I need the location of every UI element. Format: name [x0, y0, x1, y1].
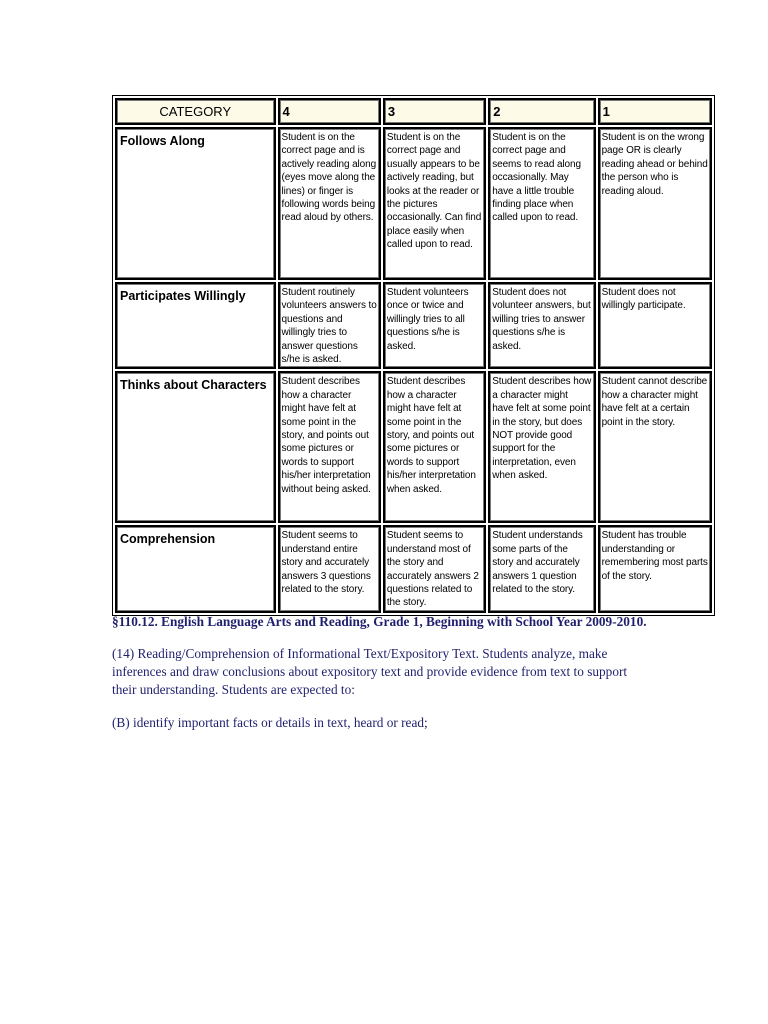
descriptor-cell: Student does not volunteer answers, but willing tries to answer questions s/he is asked.	[488, 282, 595, 369]
descriptor-cell: Student describes how a character might have felt at some point in the story, and points out some pictures or words to support his/her interpretation without being asked.	[278, 371, 381, 523]
descriptor-cell: Student is on the correct page and seems to read along occasionally. May have a little trouble finding place when called upon to read.	[488, 127, 595, 280]
descriptor-cell: Student has trouble understanding or remembering most parts of the story.	[598, 525, 712, 612]
descriptor-cell: Student describes how a character might have felt at some point in the story, but does NOT provide good support for the interpretation, even when asked.	[488, 371, 595, 523]
score-2-header: 2	[488, 98, 595, 125]
rubric-table	[112, 95, 715, 616]
standard-paragraph: (B) identify important facts or details in text, heard or read;	[112, 715, 428, 730]
rubric-header-row	[115, 98, 712, 125]
descriptor-cell: Student does not willingly participate.	[598, 282, 712, 369]
category-cell: Comprehension	[115, 525, 276, 612]
descriptor-cell: Student volunteers once or twice and willingly tries to all questions s/he is asked.	[383, 282, 486, 369]
rubric-row-thinks-about-characters	[115, 371, 712, 523]
standard-title: §110.12. English Language Arts and Reading, Grade 1, Beginning with School Year 2009-2010.	[112, 614, 647, 629]
category-cell: Thinks about Characters	[115, 371, 276, 523]
rubric-row-comprehension	[115, 525, 712, 612]
descriptor-cell: Student describes how a character might have felt at some point in the story, and points out some pictures or words to support his/her interpretation when asked.	[383, 371, 486, 523]
standard-paragraph: (14) Reading/Comprehension of Informational Text/Expository Text. Students analyze, make inferences and draw conclusions about expository text and provide evidence from text to support their understanding. Students are expected to:	[112, 646, 628, 697]
descriptor-cell: Student is on the wrong page OR is clearly reading ahead or behind the person who is reading aloud.	[598, 127, 712, 280]
descriptor-cell: Student is on the correct page and usually appears to be actively reading, but looks at the reader or the pictures occasionally. Can find place easily when called upon to read.	[383, 127, 486, 280]
descriptor-cell: Student is on the correct page and is actively reading along (eyes move along the lines) or finger is following words being read aloud by others.	[278, 127, 381, 280]
rubric-row-follows-along	[115, 127, 712, 280]
category-header: CATEGORY	[115, 98, 276, 125]
category-cell: Follows Along	[115, 127, 276, 280]
standards-section	[112, 612, 652, 747]
descriptor-cell: Student understands some parts of the story and accurately answers 1 question related to the story.	[488, 525, 595, 612]
descriptor-cell: Student seems to understand most of the story and accurately answers 2 questions related to the story.	[383, 525, 486, 612]
descriptor-cell: Student seems to understand entire story and accurately answers 3 questions related to the story.	[278, 525, 381, 612]
score-1-header: 1	[598, 98, 712, 125]
score-3-header: 3	[383, 98, 486, 125]
score-4-header: 4	[278, 98, 381, 125]
descriptor-cell: Student routinely volunteers answers to questions and willingly tries to answer questions s/he is asked.	[278, 282, 381, 369]
category-cell: Participates Willingly	[115, 282, 276, 369]
descriptor-cell: Student cannot describe how a character might have felt at a certain point in the story.	[598, 371, 712, 523]
rubric-row-participates-willingly	[115, 282, 712, 369]
